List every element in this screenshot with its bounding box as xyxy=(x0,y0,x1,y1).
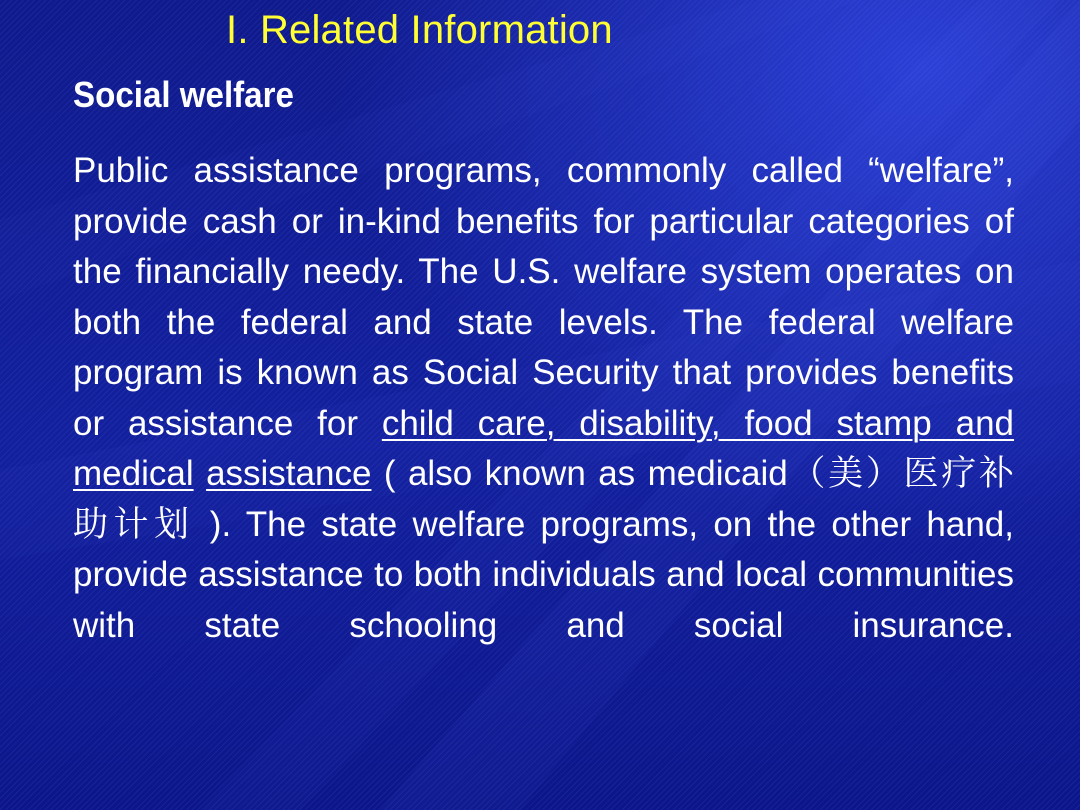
paragraph-text-part1: Public assistance programs, commonly called “welfare”, provide cash or in-kind benefits for particular categories of the financially needy. The U.S. welfare system operates on both the federal and state levels. The federal welfare program is known as Social Security that provides benefits or assistance for xyxy=(73,151,1014,443)
welfare-paragraph xyxy=(73,146,1014,651)
chinese-translation: （美）医疗补助计划 xyxy=(73,454,1014,545)
paragraph-text-part2: ( also known as medicaid xyxy=(371,454,788,493)
paragraph-text-part3: ). The state welfare programs, on the other hand, provide assistance to both individuals and local communities with state schooling and social insurance. xyxy=(73,504,1014,645)
underlined-assistance: assistance xyxy=(206,454,372,493)
slide-title: I. Related Information xyxy=(226,8,613,52)
section-subtitle: Social welfare xyxy=(73,74,294,115)
paragraph-space xyxy=(194,454,206,493)
underlined-benefits-list: child care, disability, food stamp and medical xyxy=(73,403,1014,493)
